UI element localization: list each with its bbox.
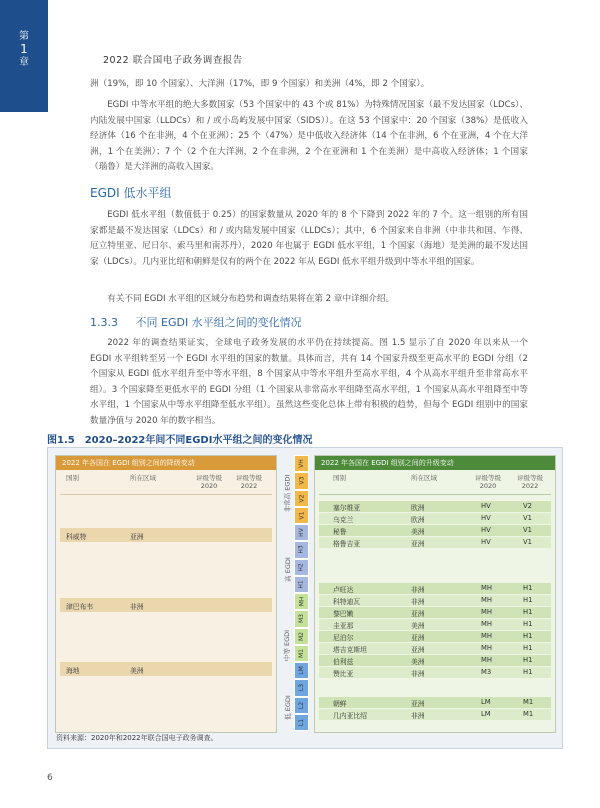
- level-l3: L3: [294, 679, 309, 696]
- row-region: 亚洲: [411, 540, 425, 548]
- row-region: 非洲: [411, 670, 425, 678]
- row-country: 黎巴嫩: [333, 610, 354, 618]
- row-region: 美洲: [411, 622, 425, 630]
- chapter-prefix: 第: [19, 31, 29, 42]
- level-h1: H1: [294, 576, 309, 593]
- downgrade-panel-title: 2022 年各国在 EGDI 组别之间的降级变动: [56, 456, 276, 470]
- row-from-level: MH: [481, 584, 492, 592]
- row-region: 美洲: [411, 658, 425, 666]
- row-from-level: MH: [481, 620, 492, 628]
- page-number: 6: [47, 773, 53, 783]
- level-vh: VH: [294, 455, 309, 472]
- chapter-suffix: 章: [19, 57, 29, 68]
- paragraph: EGDI 中等水平组的绝大多数国家（53 个国家中的 43 个或 81%）为特殊情况国家（最不发达国家（LDCs）、内陆发展中国家（LLDCs）和 / 或小岛屿发展中国家（SIDS））。在这 53 个国家中：20 个国家（38%）是低收入经济体（16 个在非洲，4 个在亚洲）；25 个（47%）是中低收入经济体（14 个在非洲，6 个在亚洲，4 个在大洋洲，1 个在美洲）；7 个（2 个在大洋洲，2 个在非洲，2 个在亚洲和 1 个在美洲）是中高收入经济体；1 个国家（瑙鲁）是大洋洲的高收入国家。: [90, 100, 528, 172]
- group-label-low: 低 EGDI: [283, 694, 292, 720]
- row-country: 圭亚那: [333, 622, 354, 630]
- row-to-level: H1: [523, 584, 533, 592]
- row-country: 乌克兰: [333, 516, 354, 524]
- col-2020: 评级等级 2020: [475, 474, 501, 490]
- table-row: [319, 655, 551, 666]
- row-region: 亚洲: [411, 610, 425, 618]
- paragraph: 洲（19%，即 10 个国家）、大洋洲（17%，即 9 个国家）和美洲（4%，即 2 个国家）。: [90, 79, 430, 89]
- divider: [319, 494, 551, 495]
- row-country: 朝鲜: [333, 700, 347, 708]
- row-region: 美洲: [130, 667, 144, 675]
- row-country: 科威特: [66, 533, 87, 541]
- row-to-level: M1: [523, 710, 534, 718]
- level-mh: MH: [294, 593, 309, 610]
- table-row: [319, 525, 551, 536]
- subsection-heading: [90, 314, 302, 330]
- figure-frame: [47, 447, 563, 749]
- row-region: 亚洲: [411, 700, 425, 708]
- table-row: [319, 697, 551, 708]
- row-from-level: HV: [481, 538, 491, 546]
- level-h2: H2: [294, 559, 309, 576]
- row-region: 亚洲: [130, 533, 144, 541]
- row-to-level: H1: [523, 668, 533, 676]
- row-country: 卢旺达: [333, 586, 354, 594]
- col-2022: 评级等级 2022: [236, 474, 262, 490]
- figure-title: 图1.5 2020–2022年间不同EGDI水平组之间的变化情况: [47, 435, 313, 446]
- subsection-title: 不同 EGDI 水平组之间的变化情况: [135, 316, 302, 329]
- row-to-level: H1: [523, 620, 533, 628]
- upgrade-panel: [314, 455, 556, 733]
- subsection-number: 1.3.3: [90, 316, 118, 329]
- level-m3: M3: [294, 610, 309, 627]
- table-row: [319, 583, 551, 594]
- row-region: 非洲: [411, 712, 425, 720]
- row-from-level: M3: [481, 668, 492, 676]
- paragraph: 有关不同 EGDI 水平组的区域分布趋势和调查结果将在第 2 章中详细介绍。: [107, 294, 395, 304]
- paragraph: EGDI 低水平组（数值低于 0.25）的国家数量从 2020 年的 8 个下降到 2022 年的 7 个。这一组别的所有国家都是最不发达国家（LDCs）和 / 或内陆发展中国家（LLDCs）；其中，6 个国家来自非洲（中非共和国、乍得、厄立特里亚、尼日尔、索马里和南苏丹），2020 年也属于 EGDI 低水平组，1 个国家（海地）是美洲的最不发达国家（LDCs）。几内亚比绍和朝鲜是仅有的两个在 2022 年从 EGDI 低水平组升级到中等水平组的国家。: [90, 210, 528, 267]
- row-from-level: MH: [481, 596, 492, 604]
- level-m2: M2: [294, 628, 309, 645]
- row-to-level: V1: [523, 514, 532, 522]
- row-region: 亚洲: [411, 634, 425, 642]
- row-country: 津巴布韦: [66, 603, 94, 611]
- row-to-level: H1: [523, 644, 533, 652]
- col-region: 所在区域: [130, 474, 156, 482]
- chapter-number: 1: [20, 42, 28, 56]
- table-row: [319, 619, 551, 630]
- row-region: 欧洲: [411, 516, 425, 524]
- figure-source: 资料来源：2020年和2022年联合国电子政务调查。: [56, 734, 218, 742]
- section-heading: EGDI 低水平组: [90, 186, 172, 200]
- row-country: 格鲁吉亚: [333, 540, 361, 548]
- col-country: 国别: [333, 474, 346, 482]
- row-to-level: H1: [523, 656, 533, 664]
- upgrade-panel-title: 2022 年各国在 EGDI 组别之间的升级变动: [315, 456, 555, 470]
- group-label-high: 高 EGDI: [283, 556, 292, 582]
- level-l1: L1: [294, 714, 309, 731]
- row-country: 塔吉克斯坦: [333, 646, 367, 654]
- col-country: 国别: [66, 474, 79, 482]
- row-from-level: HV: [481, 526, 491, 534]
- row-country: 科特迪瓦: [333, 598, 361, 606]
- row-region: 欧洲: [411, 504, 425, 512]
- row-country: 海地: [66, 667, 80, 675]
- row-region: 非洲: [411, 598, 425, 606]
- row-to-level: V2: [523, 502, 532, 510]
- col-region: 所在区域: [411, 474, 437, 482]
- running-header: 2022 联合国电子政务调查报告: [103, 55, 243, 66]
- row-country: 几内亚比绍: [333, 712, 367, 720]
- level-v3: V3: [294, 472, 309, 489]
- row-to-level: V1: [523, 526, 532, 534]
- row-from-level: MH: [481, 608, 492, 616]
- row-country: 赞比亚: [333, 670, 354, 678]
- row-from-level: HV: [481, 514, 491, 522]
- level-h3: H3: [294, 541, 309, 558]
- level-hv: HV: [294, 524, 309, 541]
- col-2022: 评级等级 2022: [517, 474, 543, 490]
- downgrade-panel: [55, 455, 277, 733]
- row-country: 塞尔维亚: [333, 504, 361, 512]
- col-2020: 评级等级 2020: [196, 474, 222, 490]
- row-to-level: M1: [523, 698, 534, 706]
- row-to-level: V1: [523, 538, 532, 546]
- row-to-level: H1: [523, 608, 533, 616]
- table-row: [319, 631, 551, 642]
- table-row: [319, 513, 551, 524]
- row-country: 伯利兹: [333, 658, 354, 666]
- chapter-tab: [0, 0, 48, 112]
- row-country: 尼泊尔: [333, 634, 354, 642]
- row-from-level: MH: [481, 644, 492, 652]
- divider: [60, 494, 272, 495]
- paragraph: 2022 年的调查结果证实，全球电子政务发展的水平仍在持续提高。图 1.5 显示了自 2020 年以来从一个 EGDI 水平组转至另一个 EGDI 水平组的国家的数量。具体而言，共有 14 个国家升级至更高水平的 EGDI 分组（2 个国家从 EGDI 低水平组升至中等水平组，8 个国家从中等水平组升至高水平组，4 个从高水平组升至非常高水平组）。3 个国家降至更低水平的 EGDI 分组（1 个国家从非常高水平组降至高水平组，1 个国家从高水平组降至中等水平组，1 个国家从中等水平组降至低水平组）。虽然这些变化总体上带有积极的趋势，但每个 EGDI 组别中的国家数量净值与 2020 年的数字相当。: [90, 338, 528, 426]
- row-region: 非洲: [130, 603, 144, 611]
- group-label-very-high: 非常高 EGDI: [283, 474, 292, 512]
- table-row: [319, 667, 551, 678]
- row-to-level: H1: [523, 596, 533, 604]
- level-lm: LM: [294, 662, 309, 679]
- row-from-level: MH: [481, 656, 492, 664]
- row-from-level: LM: [481, 698, 491, 706]
- row-region: 美洲: [411, 528, 425, 536]
- row-to-level: H1: [523, 632, 533, 640]
- table-row: [60, 662, 272, 676]
- row-country: 秘鲁: [333, 528, 347, 536]
- level-m1: M1: [294, 645, 309, 662]
- table-row: [319, 607, 551, 618]
- row-from-level: HV: [481, 502, 491, 510]
- row-region: 亚洲: [411, 646, 425, 654]
- level-v2: V2: [294, 490, 309, 507]
- row-from-level: LM: [481, 710, 491, 718]
- group-label-middle: 中等 EGDI: [283, 629, 292, 661]
- level-l2: L2: [294, 697, 309, 714]
- row-from-level: MH: [481, 632, 492, 640]
- table-row: [60, 528, 272, 542]
- row-region: 非洲: [411, 586, 425, 594]
- level-v1: V1: [294, 507, 309, 524]
